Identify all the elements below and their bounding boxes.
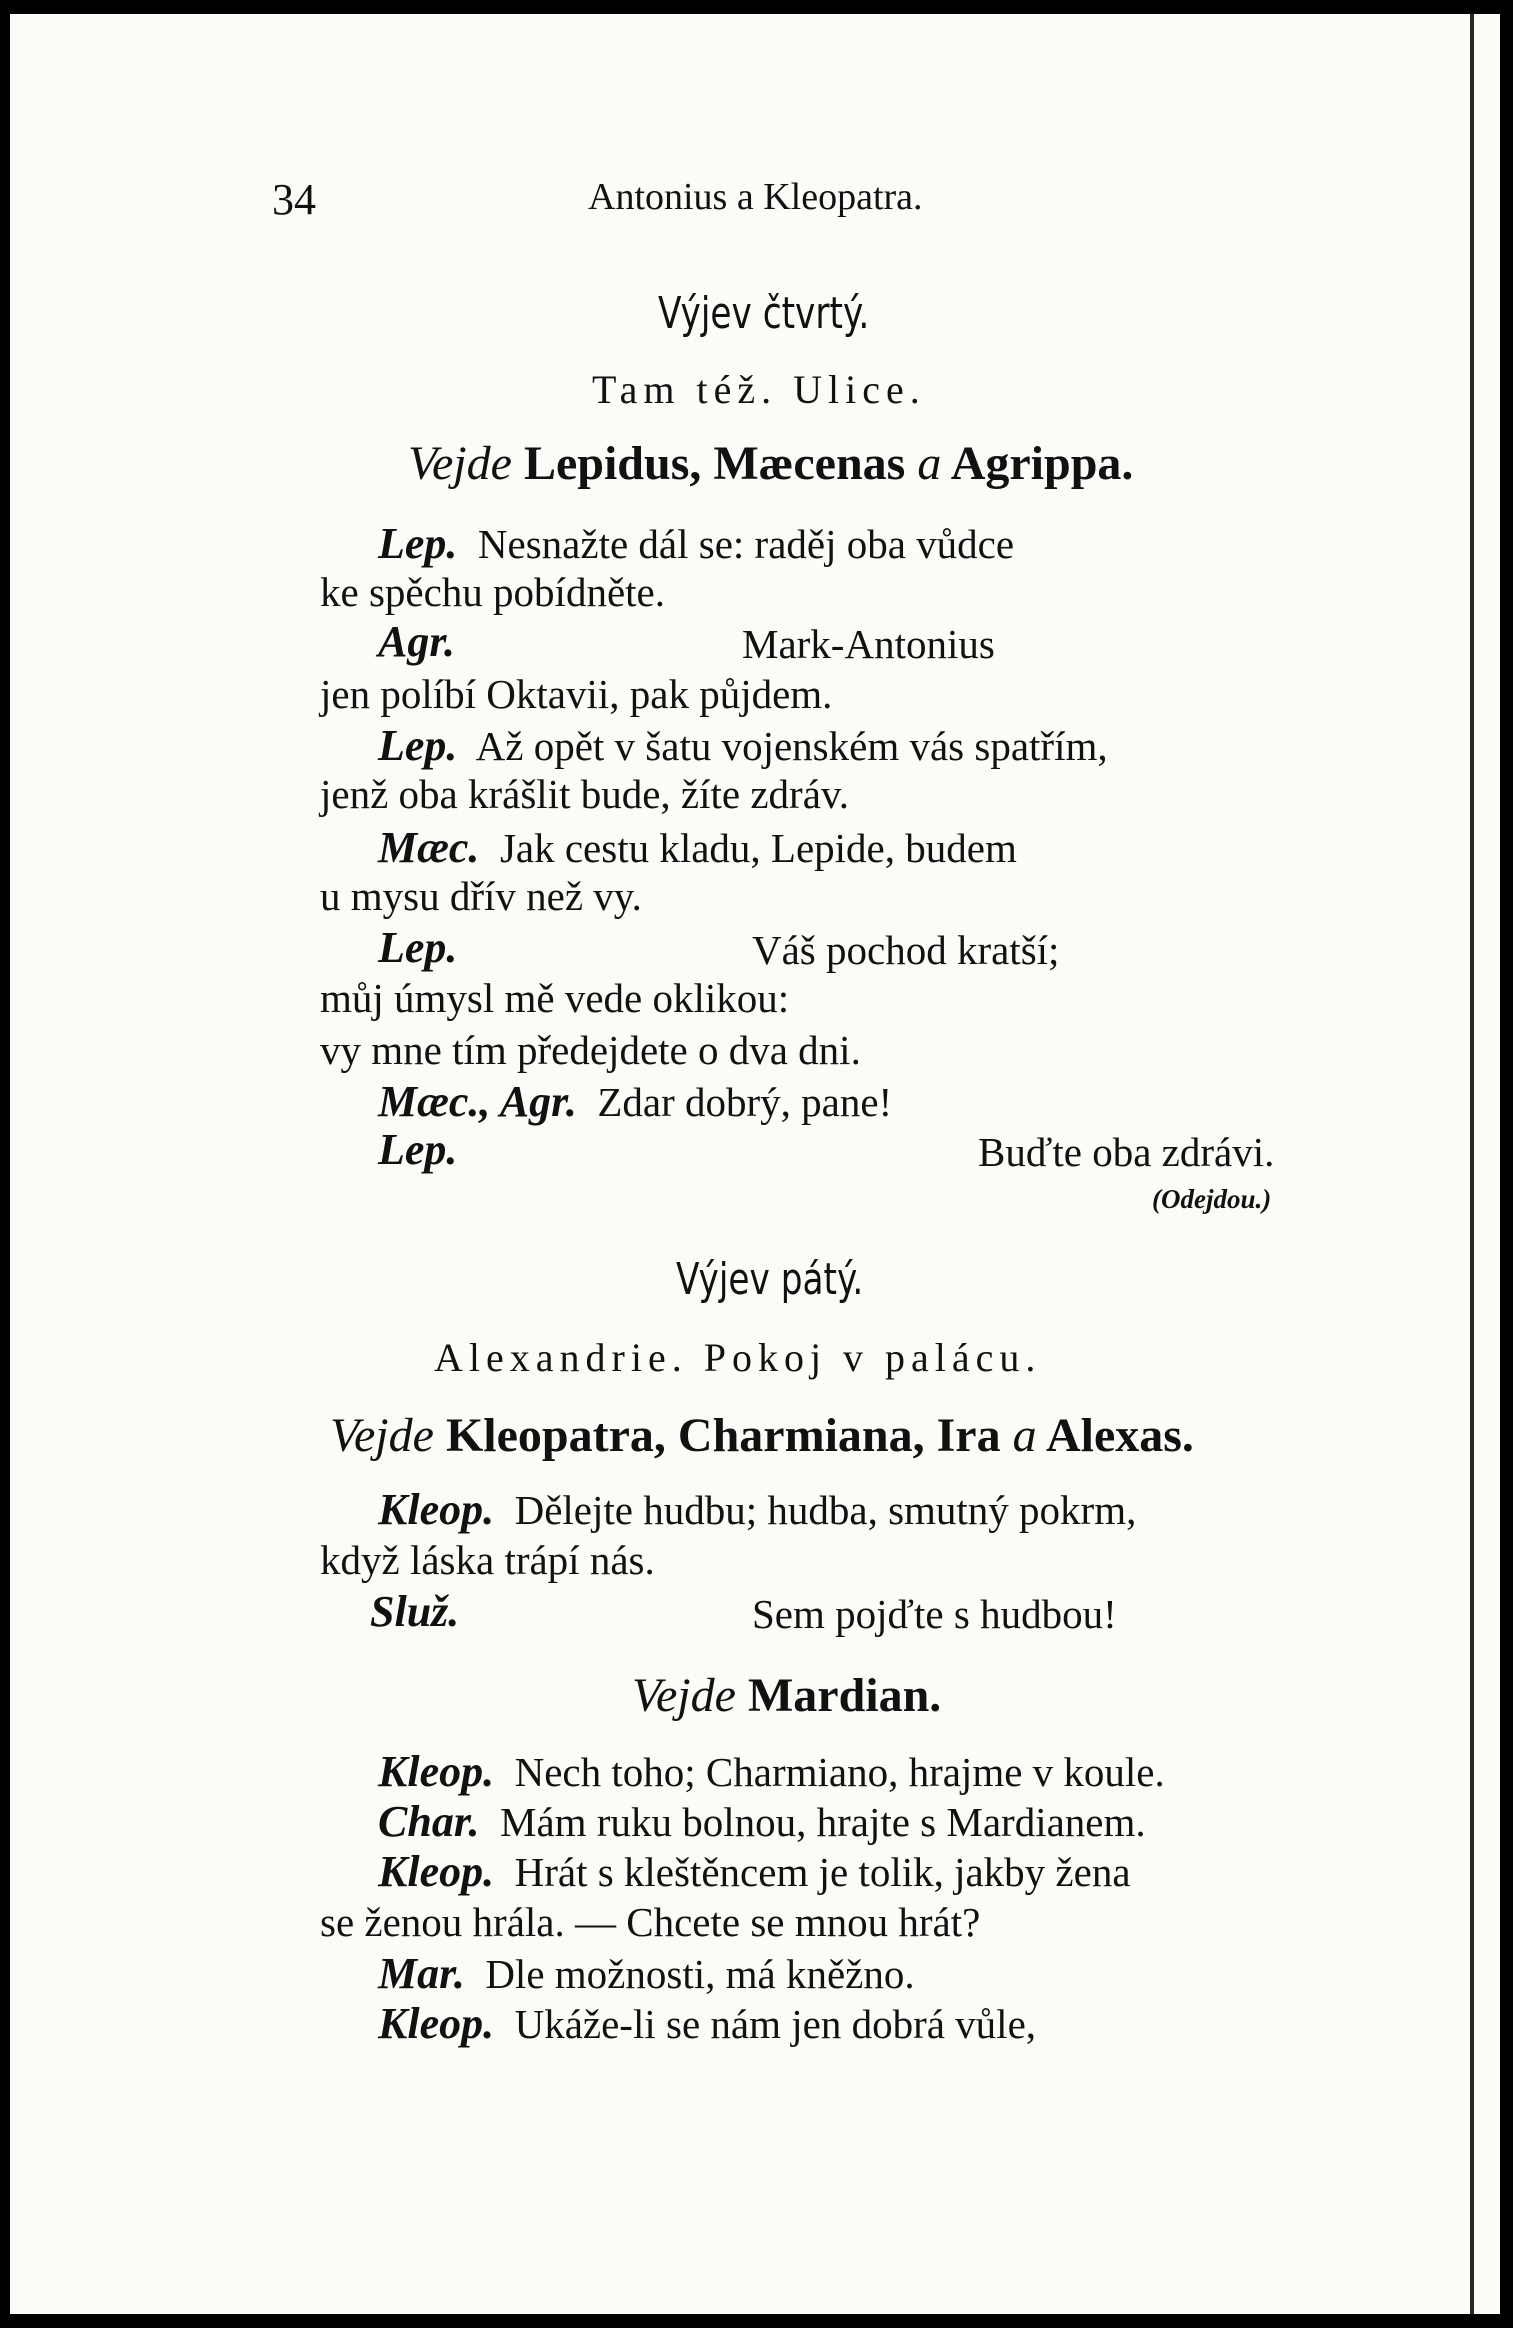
dialogue-line bbox=[378, 1847, 1131, 1896]
dialogue-line bbox=[320, 671, 833, 717]
verse-text: se ženou hrála. — Chcete se mnou hrát? bbox=[320, 1899, 981, 1945]
verse-text: jen políbí Oktavii, pak půjdem. bbox=[320, 671, 833, 717]
page-number: 34 bbox=[272, 175, 316, 224]
verse-text: Dělejte hudbu; hudba, smutný pokrm, bbox=[514, 1487, 1137, 1533]
verse-text: Nesnažte dál se: raděj oba vůdce bbox=[477, 521, 1015, 567]
verse-text: Nech toho; Charmiano, hrajme v koule. bbox=[514, 1749, 1165, 1795]
dialogue-line bbox=[752, 927, 1060, 973]
scene5-entrance-mardian bbox=[632, 1669, 942, 1722]
verse-text: když láska trápí nás. bbox=[320, 1537, 655, 1583]
dialogue-line bbox=[378, 1125, 458, 1174]
speaker-name: Lep. bbox=[378, 519, 458, 568]
dialogue-line bbox=[378, 617, 456, 666]
speaker-name: Agr. bbox=[378, 617, 456, 666]
entrance-conj: a bbox=[1012, 1409, 1037, 1462]
scene5-place: Alexandrie. Pokoj v palácu. bbox=[434, 1335, 1042, 1380]
dialogue-line bbox=[378, 823, 1017, 872]
entrance-names: Agrippa. bbox=[950, 437, 1134, 490]
dialogue-line bbox=[320, 1899, 981, 1945]
verse-text: Sem pojďte s hudbou! bbox=[752, 1591, 1117, 1637]
verse-text: vy mne tím předejdete o dva dni. bbox=[320, 1027, 861, 1073]
verse-text: Ukáže-li se nám jen dobrá vůle, bbox=[514, 2001, 1037, 2047]
entrance-names: Alexas. bbox=[1045, 1409, 1194, 1462]
verse-text: u mysu dřív než vy. bbox=[320, 873, 642, 919]
dialogue-line bbox=[320, 1027, 861, 1073]
entrance-conj: a bbox=[917, 437, 942, 490]
dialogue-line bbox=[752, 1591, 1117, 1637]
verse-text: Hrát s kleštěncem je tolik, jakby žena bbox=[514, 1849, 1131, 1895]
speaker-name: Mæc. bbox=[378, 823, 480, 872]
scene5-entrance bbox=[330, 1409, 1194, 1462]
dialogue-line bbox=[320, 873, 642, 919]
verse-text: Až opět v šatu vojenském vás spatřím, bbox=[475, 723, 1108, 769]
dialogue-line bbox=[378, 923, 458, 972]
speaker-name: Služ. bbox=[370, 1587, 460, 1636]
scene4-place: Tam též. Ulice. bbox=[592, 367, 926, 412]
speaker-name: Kleop. bbox=[378, 1847, 495, 1896]
verse-text: ke spěchu pobídněte. bbox=[320, 569, 665, 615]
page-edge-line bbox=[1470, 14, 1474, 2314]
dialogue-line bbox=[378, 721, 1108, 770]
verse-text: Váš pochod kratší; bbox=[752, 927, 1060, 973]
speaker-name: Lep. bbox=[378, 923, 458, 972]
running-title: Antonius a Kleopatra. bbox=[588, 176, 923, 218]
speaker-name: Kleop. bbox=[378, 1485, 495, 1534]
dialogue-line bbox=[378, 1797, 1146, 1846]
dialogue-line bbox=[320, 569, 665, 615]
dialogue-line bbox=[378, 1485, 1137, 1534]
entrance-names: Mardian. bbox=[747, 1669, 942, 1722]
dialogue-line bbox=[378, 1999, 1037, 2048]
verse-text: můj úmysl mě vede oklikou: bbox=[320, 975, 790, 1021]
verse-text: Buďte oba zdrávi. bbox=[978, 1129, 1275, 1175]
dialogue-line bbox=[378, 1077, 893, 1126]
entrance-verb: Vejde bbox=[330, 1409, 434, 1462]
entrance-verb: Vejde bbox=[408, 437, 512, 490]
speaker-name: Kleop. bbox=[378, 1747, 495, 1796]
speaker-name: Mæc., Agr. bbox=[378, 1077, 577, 1126]
verse-text: Zdar dobrý, pane! bbox=[597, 1079, 893, 1125]
speaker-name: Char. bbox=[378, 1797, 480, 1846]
entrance-names: Lepidus, Mæcenas bbox=[523, 437, 906, 490]
speaker-name: Lep. bbox=[378, 721, 458, 770]
entrance-verb: Vejde bbox=[632, 1669, 736, 1722]
speaker-name: Kleop. bbox=[378, 1999, 495, 2048]
stage-direction-exit: (Odejdou.) bbox=[1152, 1184, 1272, 1214]
dialogue-line bbox=[378, 519, 1015, 568]
scene4-entrance bbox=[408, 437, 1134, 490]
dialogue-line bbox=[370, 1587, 460, 1636]
entrance-names: Kleopatra, Charmiana, Ira bbox=[445, 1409, 1001, 1462]
dialogue-line bbox=[378, 1747, 1165, 1796]
dialogue-line bbox=[320, 771, 849, 817]
verse-text: Mark-Antonius bbox=[742, 621, 995, 667]
verse-text: jenž oba krášlit bude, žíte zdráv. bbox=[320, 771, 849, 817]
scene4-title: Výjev čtvrtý. bbox=[658, 288, 870, 339]
dialogue-line bbox=[978, 1129, 1275, 1175]
speaker-name: Mar. bbox=[378, 1949, 465, 1998]
speaker-name: Lep. bbox=[378, 1125, 458, 1174]
dialogue-line bbox=[320, 975, 790, 1021]
verse-text: Jak cestu kladu, Lepide, budem bbox=[499, 825, 1017, 871]
verse-text: Dle možnosti, má kněžno. bbox=[485, 1951, 915, 1997]
scene5-title: Výjev pátý. bbox=[676, 1254, 864, 1305]
dialogue-line bbox=[320, 1537, 655, 1583]
verse-text: Mám ruku bolnou, hrajte s Mardianem. bbox=[500, 1799, 1146, 1845]
dialogue-line bbox=[378, 1949, 915, 1998]
dialogue-line bbox=[742, 621, 995, 667]
